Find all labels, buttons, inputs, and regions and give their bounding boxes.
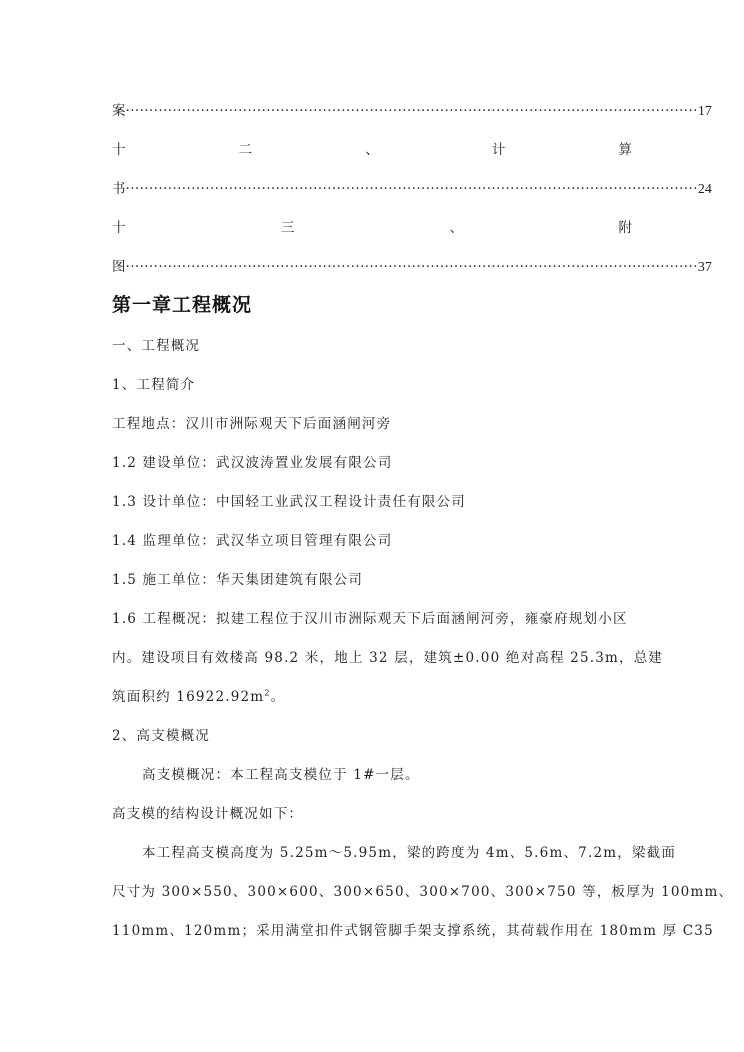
toc-char: 附 xyxy=(618,220,632,236)
construction-unit: 1.2 建设单位：武汉波涛置业发展有限公司 xyxy=(112,455,393,471)
superscript: 2 xyxy=(264,688,271,698)
detail-line: 110mm、120mm；采用满堂扣件式钢管脚手架支撑系统，其荷载作用在 180mm 厚 C35 xyxy=(112,923,714,939)
toc-page-number: 24 xyxy=(697,182,712,197)
toc-char: 计 xyxy=(491,142,506,158)
overview-line xyxy=(112,685,285,705)
toc-entry-12[interactable] xyxy=(112,177,712,198)
toc-leader-dots: ·························································································································· xyxy=(125,181,698,197)
toc-char: 、 xyxy=(449,220,464,236)
toc-char: 、 xyxy=(365,142,379,158)
supervision-unit: 1.4 监理单位：武汉华立项目管理有限公司 xyxy=(112,533,393,549)
toc-page-number: 37 xyxy=(697,260,712,275)
toc-page-number: 17 xyxy=(697,104,712,119)
toc-leader-dots: ·························································································································· xyxy=(125,103,698,119)
toc-entry-text: 案 xyxy=(112,103,126,119)
toc-entry-12-title[interactable] xyxy=(112,138,632,158)
toc-entry-text: 图 xyxy=(112,259,126,275)
section2-heading: 2、高支模概况 xyxy=(112,728,210,744)
section-heading: 一、工程概况 xyxy=(112,338,201,354)
toc-entry-11[interactable] xyxy=(112,99,712,120)
formwork-summary: 高支模概况：本工程高支模位于 1#一层。 xyxy=(142,767,420,783)
project-location: 工程地点：汉川市洲际观天下后面涵闸河旁 xyxy=(112,416,392,432)
toc-entry-13-title[interactable] xyxy=(112,216,632,236)
toc-char: 十 xyxy=(112,142,126,158)
chapter-title: 第一章工程概况 xyxy=(112,294,253,316)
toc-char: 算 xyxy=(618,142,632,158)
toc-leader-dots: ·························································································································· xyxy=(125,259,698,275)
overview-line: 1.6 工程概况：拟建工程位于汉川市洲际观天下后面涵闸河旁，雍豪府规划小区 xyxy=(112,611,628,627)
detail-line: 尺寸为 300×550、300×600、300×650、300×700、300×750 等，板厚为 100mm、 xyxy=(112,884,734,900)
toc-char: 三 xyxy=(280,220,295,236)
subsection-heading: 1、工程简介 xyxy=(112,377,196,393)
overview-line: 内。建设项目有效楼高 98.2 米，地上 32 层，建筑±0.00 绝对高程 25.3m，总建 xyxy=(112,650,664,666)
toc-char: 十 xyxy=(112,220,126,236)
toc-entry-text: 书 xyxy=(112,181,126,197)
overview-text: 筑面积约 16922.92m xyxy=(112,689,265,705)
contractor-unit: 1.5 施工单位：华天集团建筑有限公司 xyxy=(112,572,364,588)
toc-char: 二 xyxy=(238,142,253,158)
toc-entry-13[interactable] xyxy=(112,255,712,276)
overview-end: 。 xyxy=(270,689,286,705)
design-unit: 1.3 设计单位：中国轻工业武汉工程设计责任有限公司 xyxy=(112,494,466,510)
design-intro: 高支模的结构设计概况如下： xyxy=(112,806,304,822)
detail-line: 本工程高支模高度为 5.25m～5.95m，梁的跨度为 4m、5.6m、7.2m，梁截面 xyxy=(142,845,677,861)
